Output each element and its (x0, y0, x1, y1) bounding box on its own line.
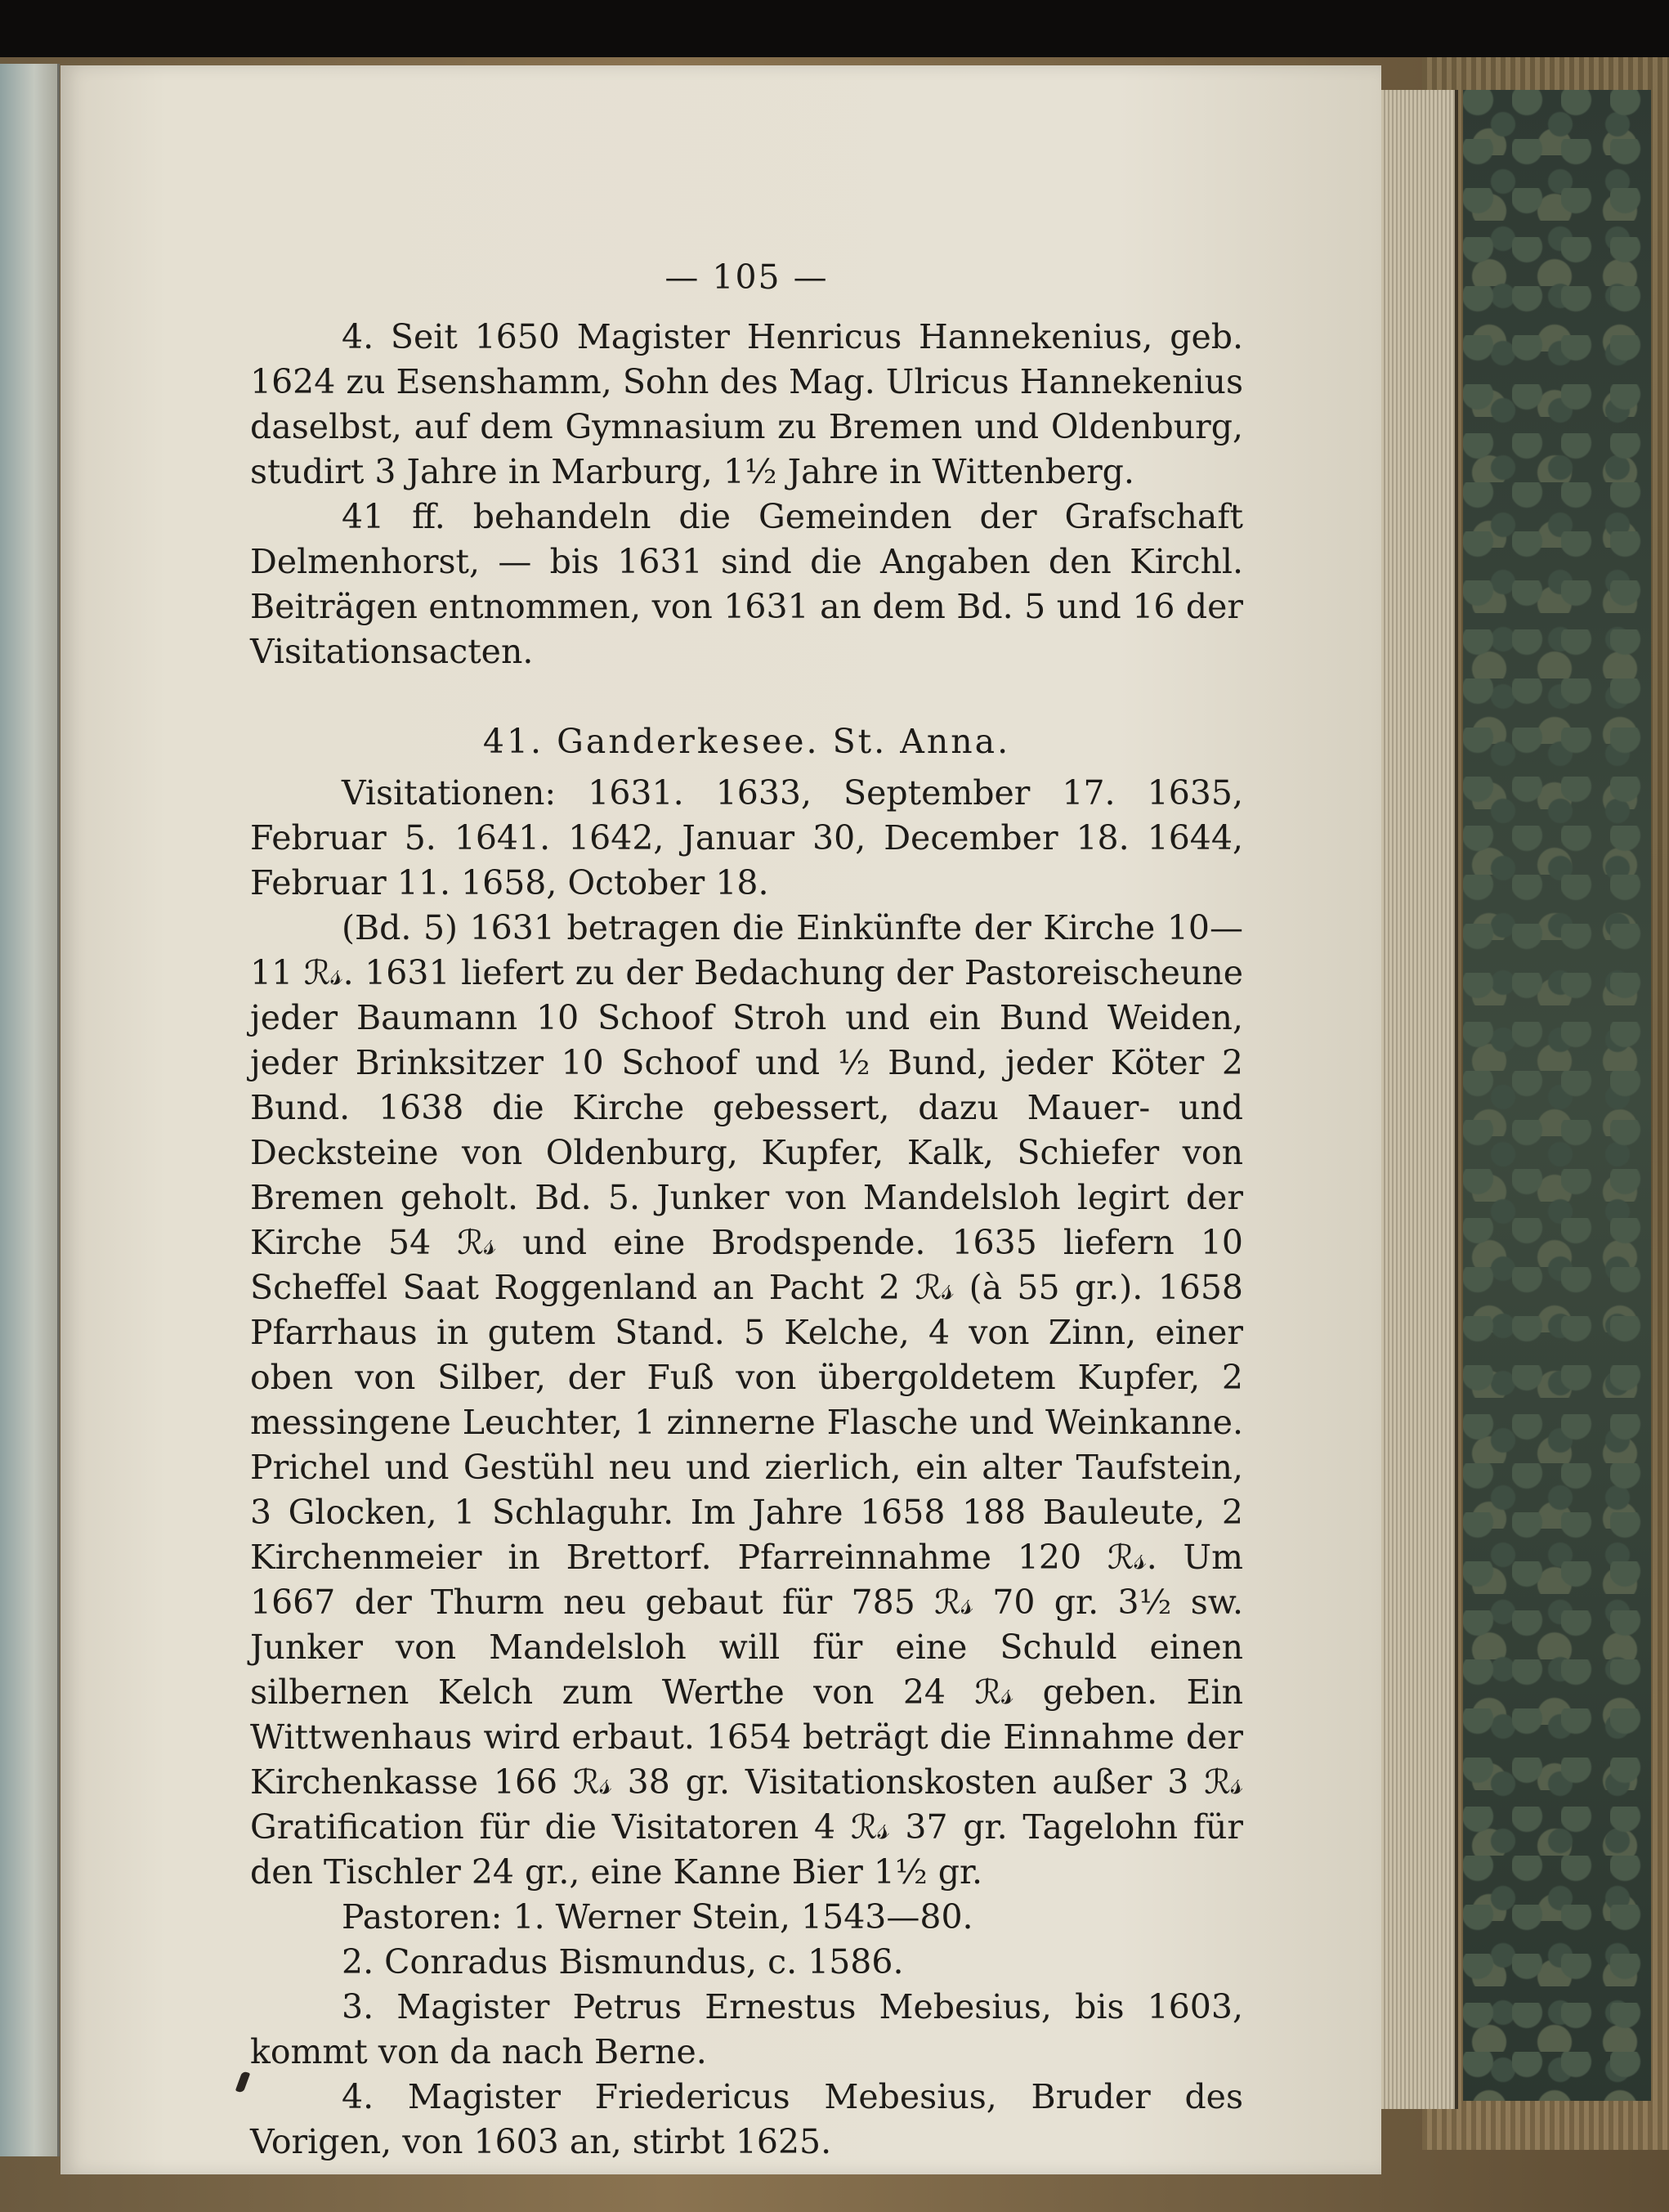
pastor-entry-2: 2. Conradus Bismundus, c. 1586. (342, 1942, 904, 1981)
section-heading: 41. Ganderkesee. St. Anna. (482, 722, 1011, 761)
pastor-entry-1: Pastoren: 1. Werner Stein, 1543—80. (342, 1897, 973, 1937)
pastor-entry-4: 4. Magister Friedericus Mebesius, Bruder des Vorigen, von 1603 an, stirbt 1625. (250, 2077, 1243, 2161)
paragraph-body: (Bd. 5) 1631 betragen die Einkünfte der Kirche 10—11 ℛ𝓈. 1631 liefert zu der Bedachung der Pastoreischeune jeder Baumann 10 Schoof Stroh und ein Bund Weiden, jeder Brinksitzer 10 Schoof und ½ Bund, jeder Köter 2 Bund. 1638 die Kirche gebessert, dazu Mauer- und Decksteine von Oldenburg, Kupfer, Kalk, Schiefer von Bremen geholt. Bd. 5. Junker von Mandelsloh legirt der Kirche 54 ℛ𝓈 und eine Brodspende. 1635 liefern 10 Scheffel Saat Roggenland an Pacht 2 ℛ𝓈 (à 55 gr.). 1658 Pfarrhaus in gutem Stand. 5 Kelche, 4 von Zinn, einer oben von Silber, der Fuß von übergoldetem Kupfer, 2 messingene Leuchter, 1 zinnerne Flasche und Weinkanne. Prichel und Gestühl neu und zierlich, ein alter Taufstein, 3 Glocken, 1 Schlaguhr. Im Jahre 1658 188 Bauleute, 2 Kirchenmeier in Brettorf. Pfarreinnahme 120 ℛ𝓈. Um 1667 der Thurm neu gebaut für 785 ℛ𝓈 70 gr. 3½ sw. Junker von Mandelsloh will für eine Schuld einen silbernen Kelch zum Werthe von 24 ℛ𝓈 geben. Ein Wittwenhaus wird erbaut. 1654 beträgt die Einnahme der Kirchenkasse 166 ℛ𝓈 38 gr. Visitationskosten außer 3 ℛ𝓈 Gratification für die Visitatoren 4 ℛ𝓈 37 gr. Tagelohn für den Tischler 24 gr., eine Kanne Bier 1½ gr. (250, 908, 1244, 1892)
page-number: — 105 — (664, 257, 829, 297)
left-page-edge (0, 64, 60, 2156)
marbled-board-edge (1463, 90, 1651, 2101)
paragraph-visitations: Visitationen: 1631. 1633, September 17. 1635, Februar 5. 1641. 1642, Januar 30, December 18. 1644, Februar 11. 1658, October 18. (250, 773, 1243, 902)
page-text (250, 255, 1243, 2165)
book-page (60, 65, 1381, 2174)
paragraph-note: 41 ff. behandeln die Gemeinden der Grafschaft Delmenhorst, — bis 1631 sind die Angaben den Kirchl. Beiträgen entnommen, von 1631 an dem Bd. 5 und 16 der Visitationsacten. (250, 497, 1243, 671)
page-edges (1381, 90, 1458, 2109)
pastor-entry-3: 3. Magister Petrus Ernestus Mebesius, bis 1603, kommt von da nach Berne. (250, 1987, 1243, 2071)
paragraph-previous-entry: 4. Seit 1650 Magister Henricus Hannekenius, geb. 1624 zu Esenshamm, Sohn des Mag. Ulricus Hannekenius daselbst, auf dem Gymnasium zu Bremen und Oldenburg, studirt 3 Jahre in Marburg, 1½ Jahre in Wittenberg. (250, 317, 1243, 491)
